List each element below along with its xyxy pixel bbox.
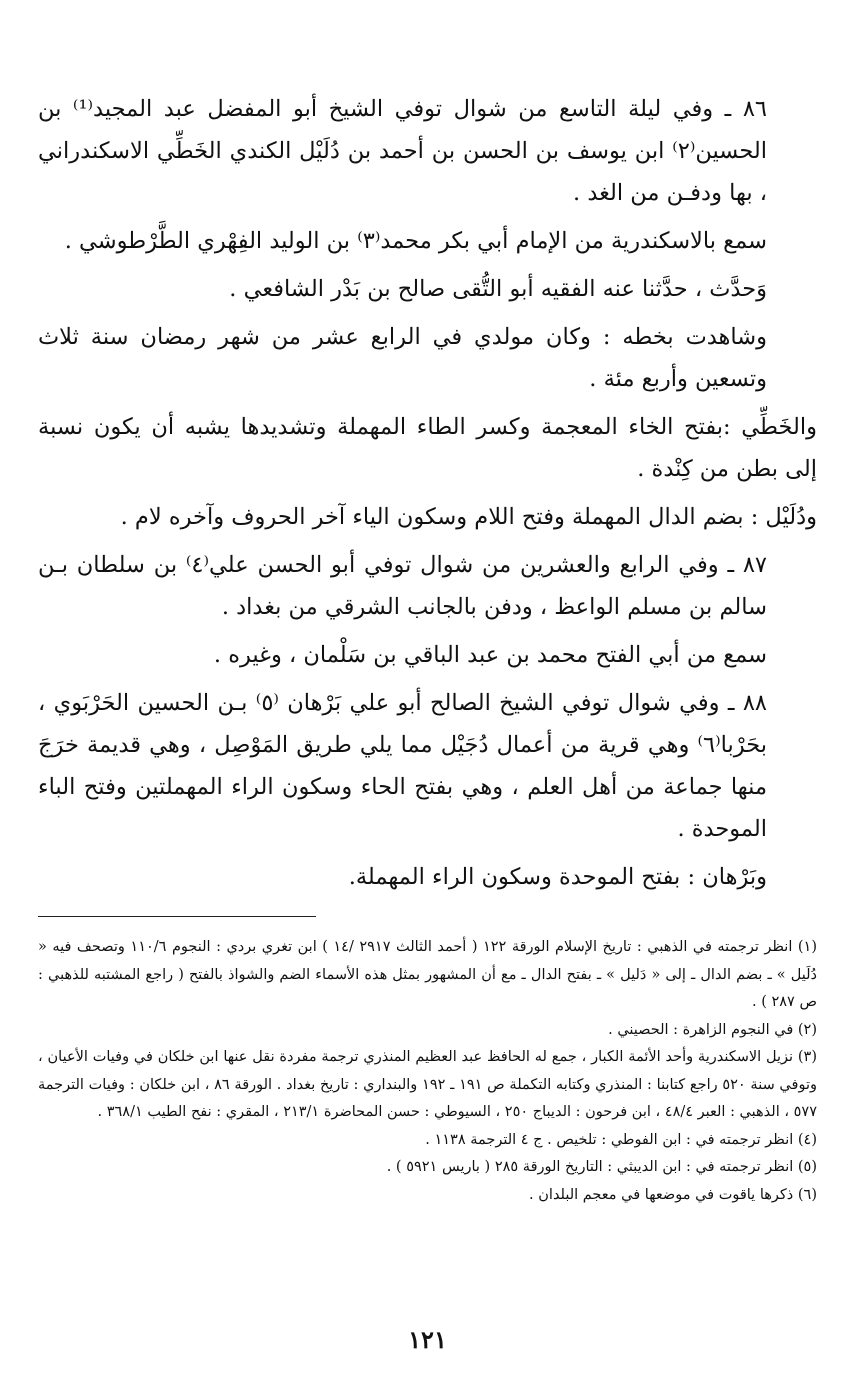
footnote-1: (١) انظر ترجمته في الذهبي : تاريخ الإسلام الورقة ١٢٢ ( أحمد الثالث ٢٩١٧ /١٤ ) ابن تغري بردي : النجوم ١١٠/٦ وتصحف فيه « دُلَيل » ـ بضم الدال ـ إلى « دَليل » ـ بفتح الدال ـ مع أن المشهور بمثل هذه الأسماء الضم والشواذ بالفتح ( راجع المشتبه للذهبي : ص ٢٨٧ ) . [38,939,817,1010]
paragraph: وشاهدت بخطه : وكان مولدي في الرابع عشر من شهر رمضان سنة ثلاث وتسعين وأربع مئة . [38,324,767,392]
paragraph: ودُلَيْل : بضم الدال المهملة وفتح اللام وسكون الياء آخر الحروف وآخره لام . [120,504,817,530]
paragraph: والخَطِّي :بفتح الخاء المعجمة وكسر الطاء المهملة وتشديدها يشبه أن يكون نسبة إلى بطن من كِنْدة . [38,414,817,482]
footnotes [38,934,817,1209]
page-number: ١٢١ [408,1325,447,1354]
paragraph: وَحدَّث ، حدَّثنا عنه الفقيه أبو التُّقى صالح بن بَدْر الشافعي . [229,276,767,302]
paragraph: وبَرْهان : بفتح الموحدة وسكون الراء المهملة. [348,864,767,890]
paragraph: سمع من أبي الفتح محمد بن عبد الباقي بن سَلْمان ، وغيره . [213,642,767,668]
footnote-3: (٣) نزيل الاسكندرية وأحد الأئمة الكبار ، جمع له الحافظ عبد العظيم المنذري ترجمة مفردة نقل عنها ابن خلكان في وفيات الأعيان ، وتوفي سنة ٥٢٠ راجع كتابنا : المنذري وكتابه التكملة ص ١٩١ ـ ١٩٢ والبنداري : تاريخ بغداد . الورقة ٨٦ ، ابن خلكان : وفيات الترجمة ٥٧٧ ، الذهبي : العبر ٤٨/٤ ، ابن فرحون : الديباج ٢٥٠ ، السيوطي : حسن المحاضرة ٢١٣/١ ، المقري : نفح الطيب ٣٦٨/١ . [38,1049,817,1120]
footnote-2: (٢) في النجوم الزاهرة : الحصيني . [608,1021,817,1038]
paragraph-entry-88: ٨٨ ـ وفي شوال توفي الشيخ الصالح أبو علي بَرْهان ⁽٥⁾ بـن الحسين الحَرْبَوي ، بحَرْبا⁽٦⁾ وهي قرية من أعمال دُجَيْل مما يلي طريق المَوْصِل ، وهي قديمة خرَجَ منها جماعة من أهل العلم ، وهي بفتح الحاء وسكون الراء المهملتين وفتح الباء الموحدة . [38,690,768,842]
paragraph-entry-86: ٨٦ ـ وفي ليلة التاسع من شوال توفي الشيخ أبو المفضل عبد المجيد⁽¹⁾ بن الحسين⁽٢⁾ ابن يوسف بن الحسن بن أحمد بن دُلَيْل الكندي الخَطِّي الاسكندراني ، بها ودفـن من الغد . [38,96,767,206]
footnote-separator [38,916,316,917]
footnote-6: (٦) ذكرها ياقوت في موضعها في معجم البلدان . [529,1186,817,1203]
footnote-4: (٤) انظر ترجمته في : ابن الفوطي : تلخيص . ج ٤ الترجمة ١١٣٨ . [425,1131,817,1148]
paragraph-entry-87: ٨٧ ـ وفي الرابع والعشرين من شوال توفي أبو الحسن علي⁽٤⁾ بن سلطان بـن سالم بن مسلم الواعظ ، ودفن بالجانب الشرقي من بغداد . [38,552,767,620]
footnote-5: (٥) انظر ترجمته في : ابن الديبثي : التاريخ الورقة ٢٨٥ ( باريس ٥٩٢١ ) . [386,1159,817,1175]
paragraph: سمع بالاسكندرية من الإمام أبي بكر محمد⁽٣⁾ بن الوليد الفِهْري الطَّرْطوشي . [64,228,767,254]
main-text [38,88,817,904]
